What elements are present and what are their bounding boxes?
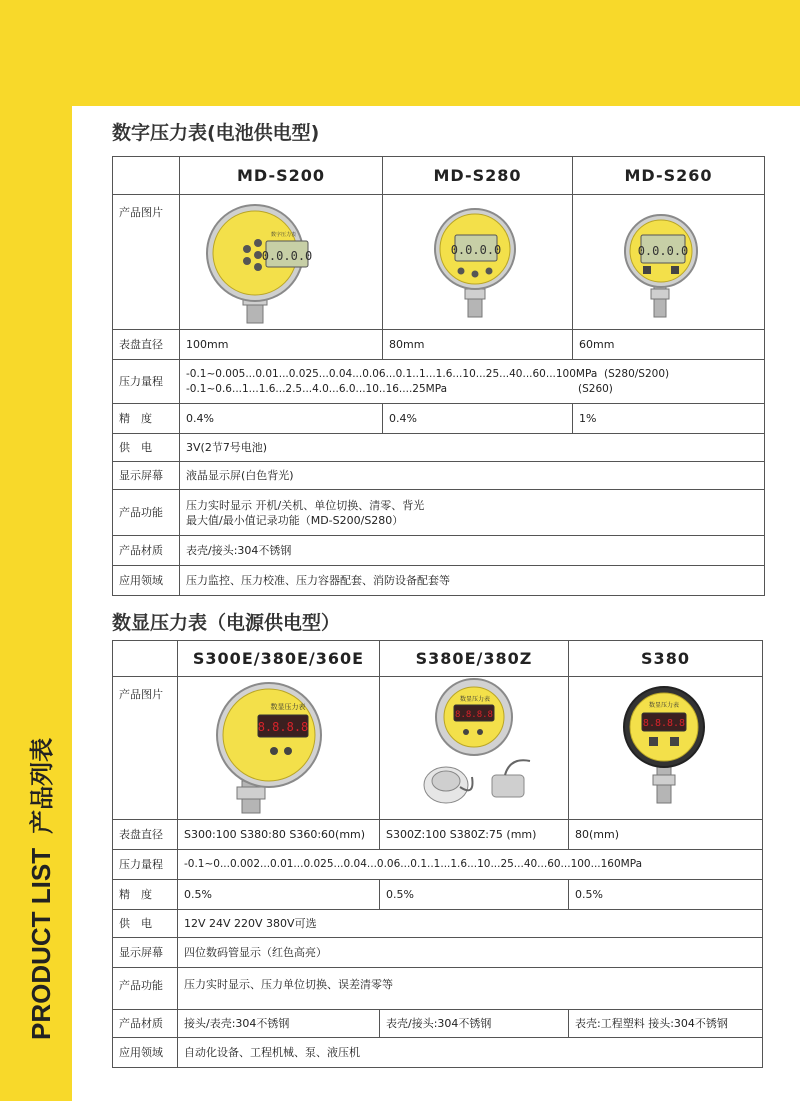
gauge-face-label: 数显压力表 [459,696,491,703]
row-label: 产品材质 [113,536,180,566]
row-label: 产品功能 [113,490,180,536]
model-header: MD-S280 [383,157,573,195]
row-label: 应用领域 [113,1038,178,1068]
row-label: 产品图片 [113,677,178,820]
material-value: 表壳:工程塑料 接头:304不锈钢 [569,1010,763,1038]
row-label: 表盘直径 [113,820,178,850]
material-value: 表壳/接头:304不锈钢 [380,1010,569,1038]
gauge-face-label: 数显压力表 [270,703,306,711]
accuracy-value: 0.5% [380,880,569,910]
dial-value: 60mm [573,330,765,360]
row-label: 显示屏幕 [113,462,180,490]
product-image-cell [180,195,383,330]
row-label: 精 度 [113,404,180,434]
model-header: S380E/380Z [380,641,569,677]
function-value [180,490,765,536]
gauge-md-s260-image [573,195,765,325]
product-image-cell [573,195,765,330]
led-readout: 8.8.8.8 [642,718,686,729]
model-header: S300E/380E/360E [178,641,380,677]
gauge-md-s280-image [383,195,573,325]
row-label: 供 电 [113,434,180,462]
gauge-s300e-image [178,677,380,815]
product-image-cell [380,677,569,820]
function-value: 压力实时显示、压力单位切换、误差清零等 [178,968,763,1010]
section1-title: 数字压力表(电池供电型) [112,122,320,144]
accuracy-value: 0.5% [569,880,763,910]
product-list-en: PRODUCT LIST [26,847,56,1040]
product-image-cell [383,195,573,330]
range-line-1: -0.1~0.005...0.01...0.025...0.04...0.06...0.1..1...1.6...10...25...40...60...100MPa [186,367,598,380]
function-line-1: 压力实时显示 开机/关机、单位切换、清零、背光 [186,498,425,512]
range-line-2: -0.1~0.6...1...1.6...2.5...4.0...6.0...10..16....25MPa [186,382,447,395]
accuracy-value: 0.5% [178,880,380,910]
row-label: 产品材质 [113,1010,178,1038]
model-header: S380 [569,641,763,677]
row-label: 产品功能 [113,968,178,1010]
row-label: 应用领域 [113,566,180,596]
range-value: -0.1~0...0.002...0.01...0.025...0.04...0.06...0.1..1...1.6...10...25...40...60...100...160MPa [178,850,763,880]
dial-value: 100mm [180,330,383,360]
accuracy-value: 0.4% [180,404,383,434]
screen-value: 液晶显示屏(白色背光) [180,462,765,490]
accuracy-value: 0.4% [383,404,573,434]
application-value: 自动化设备、工程机械、泵、液压机 [178,1038,763,1068]
led-readout: 8.8.8.8 [257,720,309,734]
row-label: 供 电 [113,910,178,938]
function-line-2: 最大值/最小值记录功能（MD-S200/S280） [186,513,404,527]
material-value: 接头/表壳:304不锈钢 [178,1010,380,1038]
row-label: 压力量程 [113,850,178,880]
dial-value: S300Z:100 S380Z:75 (mm) [380,820,569,850]
section2-title: 数显压力表（电源供电型） [112,612,341,634]
row-label: 压力量程 [113,360,180,404]
gauge-md-s200-image [180,195,383,325]
power-value: 12V 24V 220V 380V可选 [178,910,763,938]
range-note-2: (S260) [578,382,613,395]
yellow-header-band [0,0,800,106]
gauge-s380-image [569,677,763,815]
led-readout: 8.8.8.8 [455,710,493,720]
model-header: MD-S200 [180,157,383,195]
range-note-1: (S280/S200) [603,367,670,380]
header-blank [113,641,178,677]
row-label: 表盘直径 [113,330,180,360]
gauge-s380e-image [380,677,569,815]
lcd-readout: 0.0.0.0 [261,249,313,263]
lcd-readout: 0.0.0.0 [450,243,502,257]
section1-spec-table [112,156,765,596]
dial-value: S300:100 S380:80 S360:60(mm) [178,820,380,850]
lcd-readout: 0.0.0.0 [637,244,689,258]
model-header: MD-S260 [573,157,765,195]
svg-text:数字压力表: 数字压力表 [271,232,297,238]
row-label: 显示屏幕 [113,938,178,968]
product-list-zh: 产品列表 [29,737,56,834]
row-label: 精 度 [113,880,178,910]
section2-spec-table [112,640,763,1068]
dial-value: 80mm [383,330,573,360]
range-value [180,360,765,404]
application-value: 压力监控、压力校准、压力容器配套、消防设备配套等 [180,566,765,596]
power-value: 3V(2节7号电池) [180,434,765,462]
gauge-face-label: 数显压力表 [648,702,680,709]
header-blank [113,157,180,195]
row-label: 产品图片 [113,195,180,330]
sidebar-label [22,738,57,1040]
accuracy-value: 1% [573,404,765,434]
product-image-cell [178,677,380,820]
material-value: 表壳/接头:304不锈钢 [180,536,765,566]
screen-value: 四位数码管显示（红色高亮） [178,938,763,968]
product-image-cell [569,677,763,820]
dial-value: 80(mm) [569,820,763,850]
